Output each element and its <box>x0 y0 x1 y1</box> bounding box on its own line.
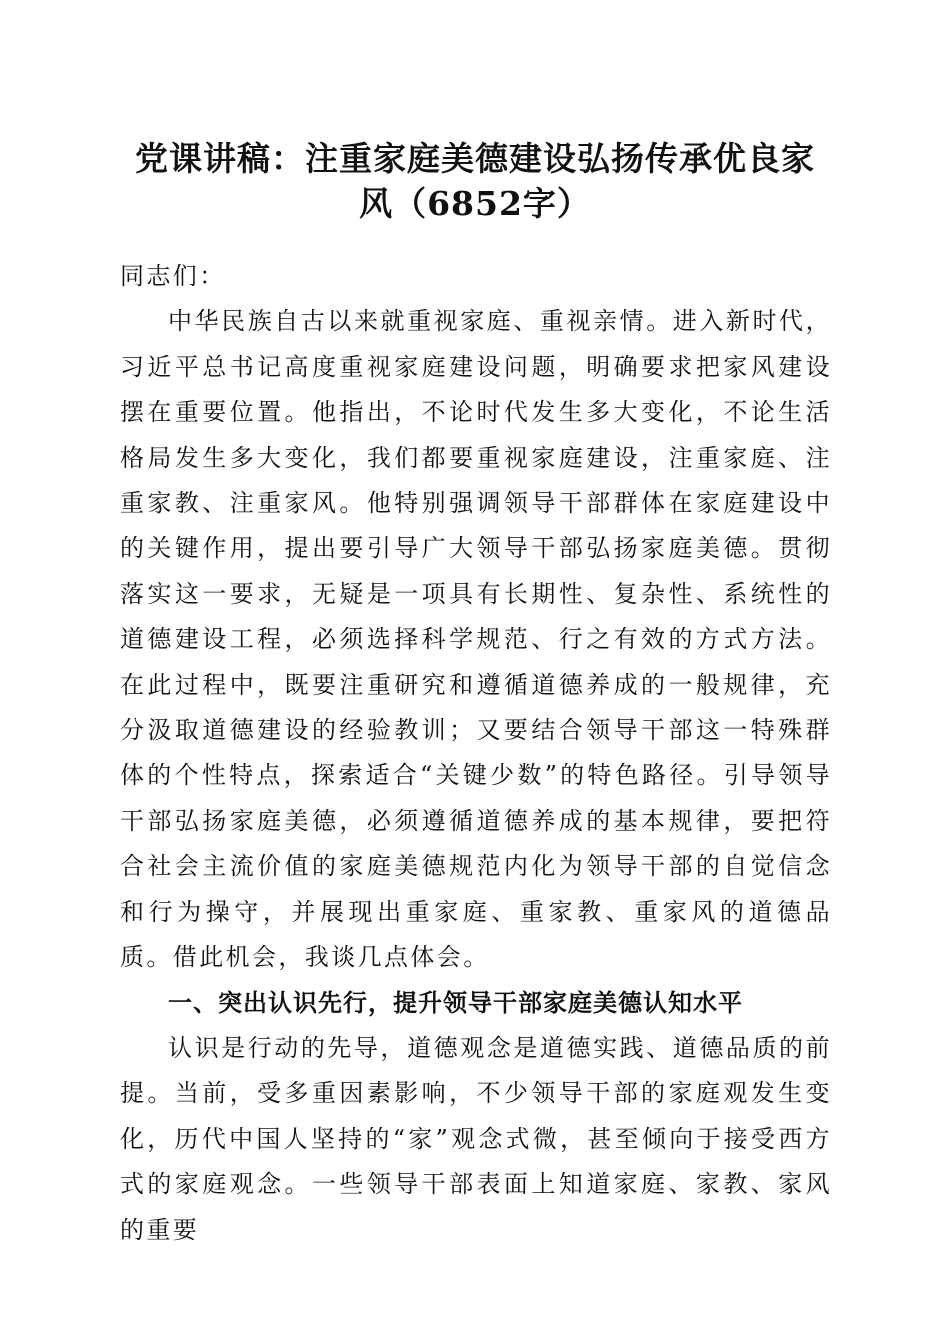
section-heading-1: 一、突出认识先行，提升领导干部家庭美德认知水平 <box>168 988 743 1017</box>
paragraph-intro: 中华民族自古以来就重视家庭、重视亲情。进入新时代，习近平总书记高度重视家庭建设问题，明确要求把家风建设摆在重要位置。他指出，不论时代发生多大变化，不论生活格局发生多大变化，我们都要重视家庭建设，注重家庭、注重家教、注重家风。他特别强调领导干部群体在家庭建设中的关键作用，提出要引导广大领导干部弘扬家庭美德。贯彻落实这一要求，无疑是一项具有长期性、复杂性、系统性的道德建设工程，必须选择科学规范、行之有效的方式方法。在此过程中，既要注重研究和遵循道德养成的一般规律，充分汲取道德建设的经验教训；又要结合领导干部这一特殊群体的个性特点，探索适合“关键少数”的特色路径。引导领导干部弘扬家庭美德，必须遵循道德养成的基本规律，要把符合社会主流价值的家庭美德规范内化为领导干部的自觉信念和行为操守，并展现出重家庭、重家教、重家风的道德品质。借此机会，我谈几点体会。 <box>120 307 832 972</box>
title-line-1: 党课讲稿：注重家庭美德建设弘扬传承优良家 <box>135 139 815 178</box>
salutation: 同志们： <box>120 262 226 290</box>
document-body <box>120 254 832 1253</box>
paragraph-section-1: 认识是行动的先导，道德观念是道德实践、道德品质的前提。当前，受多重因素影响，不少领导干部的家庭观发生变化，历代中国人坚持的“家”观念式微，甚至倾向于接受西方式的家庭观念。一些领导干部表面上知道家庭、家教、家风的重要 <box>120 1033 832 1244</box>
title-line-2: 风（6852字） <box>359 184 591 223</box>
document-title <box>100 136 850 226</box>
